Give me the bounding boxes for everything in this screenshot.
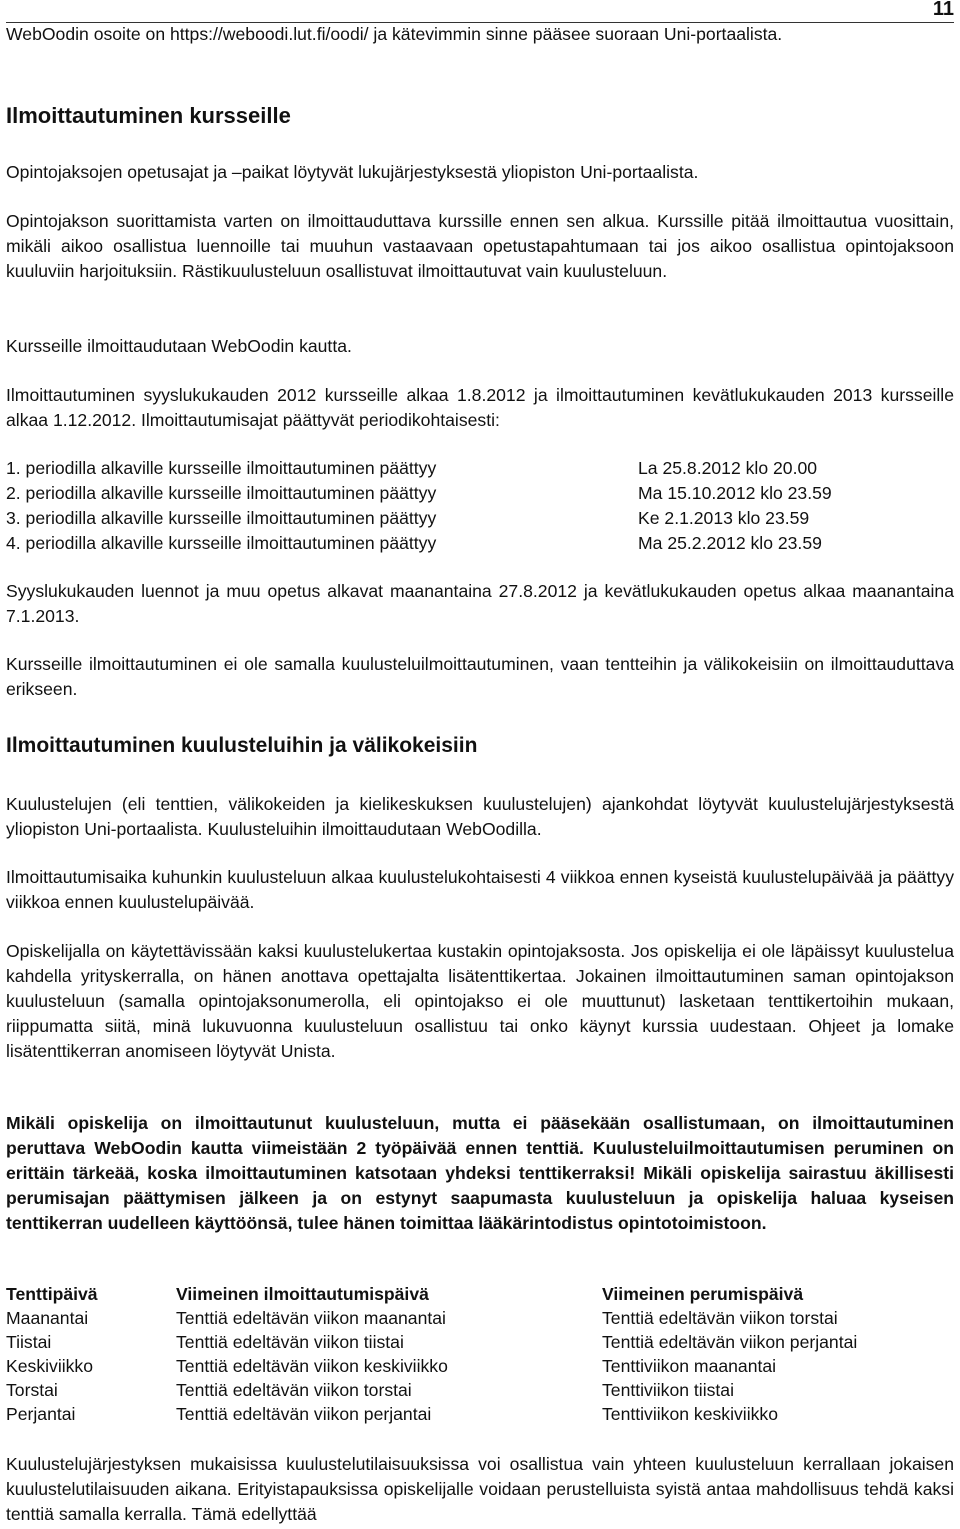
exam-deadline-table bbox=[6, 1282, 954, 1426]
table-cell: Tenttiä edeltävän viikon keskiviikko bbox=[176, 1356, 448, 1376]
period-row bbox=[6, 506, 954, 531]
table-cell: Perjantai bbox=[6, 1404, 76, 1424]
table-cell: Tenttiä edeltävän viikon perjantai bbox=[602, 1332, 858, 1352]
paragraph-schedules: Opintojaksojen opetusajat ja –paikat löytyvät lukujärjestyksestä yliopiston Uni-portaalista. bbox=[6, 162, 699, 182]
period-label: 4. periodilla alkaville kursseille ilmoittautuminen päättyy bbox=[6, 533, 437, 553]
table-row bbox=[6, 1402, 954, 1426]
table-row bbox=[6, 1354, 954, 1378]
page-number: 11 bbox=[932, 0, 954, 20]
period-label: 1. periodilla alkaville kursseille ilmoittautuminen päättyy bbox=[6, 458, 437, 478]
column-header-last-cancellation: Viimeinen perumispäivä bbox=[602, 1284, 804, 1304]
table-cell: Tenttiä edeltävän viikon torstai bbox=[176, 1380, 412, 1400]
table-row bbox=[6, 1378, 954, 1402]
column-header-exam-day: Tenttipäivä bbox=[6, 1284, 98, 1304]
table-header-row bbox=[6, 1282, 954, 1306]
table-cell: Maanantai bbox=[6, 1308, 89, 1328]
table-cell: Tenttiviikon keskiviikko bbox=[602, 1404, 778, 1424]
paragraph-exam-sessions: Kuulustelujärjestyksen mukaisissa kuulustelutilaisuuksissa voi osallistua vain yhteen kuulusteluun kerrallaan jokaisen kuulustelutilaisuuden aikana. Erityistapauksissa opiskelijalle voidaan perustelluista syistä antaa mahdollisuus tehdä kaksi tenttiä samalla kerralla. Tämä edellyttää bbox=[6, 1454, 954, 1524]
paragraph-teaching-start: Syyslukukauden luennot ja muu opetus alkavat maanantaina 27.8.2012 ja kevätlukukauden opetus alkaa maanantaina 7.1.2013. bbox=[6, 581, 954, 626]
paragraph-exam-attempts: Opiskelijalla on käytettävissään kaksi kuulustelukertaa kustakin opintojaksosta. Jos opiskelija ei ole läpäissyt kuulustelua kahdella yrityskerralla, on hänen anottava opettajalta lisätenttikertaa. Jokainen ilmoittautuminen saman opintojakson kuulusteluun (samalla opintojaksonumerolla, eli opintojakso ei ole muuttunut) lasketaan tenttikertoihin mukaan, riippumatta siitä, minä lukuvuonna kuulusteluun osallistuu tai onko käynyt kurssia uudestaan. Ohjeet ja lomake lisätenttikerran anomiseen löytyvät Unista. bbox=[6, 941, 954, 1061]
table-cell: Tiistai bbox=[6, 1332, 52, 1352]
period-deadlines-list bbox=[6, 456, 954, 556]
period-row bbox=[6, 456, 954, 481]
table-cell: Tenttiviikon tiistai bbox=[602, 1380, 735, 1400]
table-row bbox=[6, 1330, 954, 1354]
period-date: Ke 2.1.2013 klo 23.59 bbox=[638, 508, 810, 528]
period-date: Ma 25.2.2012 klo 23.59 bbox=[638, 533, 822, 553]
paragraph-exam-schedules: Kuulustelujen (eli tenttien, välikokeiden ja kielikeskuksen kuulustelujen) ajankohdat löytyvät kuulustelujärjestyksestä yliopiston Uni-portaalista. Kuulusteluihin ilmoittaudutaan WebOodilla. bbox=[6, 794, 954, 839]
paragraph-weboodi: Kursseille ilmoittaudutaan WebOodin kautta. bbox=[6, 336, 352, 356]
paragraph-enrollment-dates: Ilmoittautuminen syyslukukauden 2012 kursseille alkaa 1.8.2012 ja ilmoittautuminen kevätlukukauden 2013 kursseille alkaa 1.12.2012. Ilmoittautumisajat päättyvät periodikohtaisesti: bbox=[6, 385, 954, 430]
period-date: Ma 15.10.2012 klo 23.59 bbox=[638, 483, 832, 503]
table-cell: Torstai bbox=[6, 1380, 58, 1400]
period-date: La 25.8.2012 klo 20.00 bbox=[638, 458, 818, 478]
paragraph-cancellation-notice: Mikäli opiskelija on ilmoittautunut kuulusteluun, mutta ei pääsekään osallistumaan, on ilmoittautuminen peruttava WebOodin kautta viimeistään 2 työpäivää ennen tenttiä. Kuulusteluilmoittautumisen peruminen on erittäin tärkeää, koska ilmoittautuminen katsotaan yhdeksi tenttikerraksi! Mikäli opiskelija sairastuu äkillisesti perumisajan päättymisen jälkeen ja on estynyt saapumasta kuulusteluun ja opiskelija haluaa kyseisen tenttikerran uudelleen käyttöönsä, tulee hänen toimittaa lääkärintodistus opintotoimistoon. bbox=[6, 1113, 954, 1233]
column-header-last-enrollment: Viimeinen ilmoittautumispäivä bbox=[176, 1284, 429, 1304]
table-cell: Tenttiä edeltävän viikon perjantai bbox=[176, 1404, 432, 1424]
intro-paragraph: WebOodin osoite on https://weboodi.lut.fi/oodi/ ja kätevimmin sinne pääsee suoraan Uni-portaalista. bbox=[6, 24, 783, 44]
table-cell: Tenttiä edeltävän viikon torstai bbox=[602, 1308, 838, 1328]
period-row bbox=[6, 481, 954, 506]
paragraph-exam-enrollment-period: Ilmoittautumisaika kuhunkin kuulusteluun alkaa kuulustelukohtaisesti 4 viikkoa ennen kyseistä kuulustelupäivää ja päättyy viikkoa ennen kuulustelupäivää. bbox=[6, 867, 954, 912]
table-cell: Tenttiä edeltävän viikon tiistai bbox=[176, 1332, 404, 1352]
section-heading-courses: Ilmoittautuminen kursseille bbox=[6, 103, 291, 128]
period-label: 3. periodilla alkaville kursseille ilmoittautuminen päättyy bbox=[6, 508, 437, 528]
table-cell: Keskiviikko bbox=[6, 1356, 94, 1376]
table-row bbox=[6, 1306, 954, 1330]
section-heading-exams: Ilmoittautuminen kuulusteluihin ja välikokeisiin bbox=[6, 734, 478, 757]
table-cell: Tenttiä edeltävän viikon maanantai bbox=[176, 1308, 446, 1328]
period-label: 2. periodilla alkaville kursseille ilmoittautuminen päättyy bbox=[6, 483, 437, 503]
paragraph-enrollment-rules: Opintojakson suorittamista varten on ilmoittauduttava kurssille ennen sen alkua. Kurssille pitää ilmoittautua vuosittain, mikäli aikoo osallistua luennoille tai muuhun vastaavaan opetustapahtumaan tai jos aikoo osallistua opintojaksoon kuuluviin harjoituksiin. Rästikuulusteluun osallistuvat ilmoittautuvat vain kuulusteluun. bbox=[6, 211, 954, 281]
table-cell: Tenttiviikon maanantai bbox=[602, 1356, 777, 1376]
paragraph-separate-exam-enrollment: Kursseille ilmoittautuminen ei ole samalla kuulusteluilmoittautuminen, vaan tentteihin ja välikokeisiin on ilmoittauduttava erikseen. bbox=[6, 654, 954, 699]
period-row bbox=[6, 531, 954, 556]
